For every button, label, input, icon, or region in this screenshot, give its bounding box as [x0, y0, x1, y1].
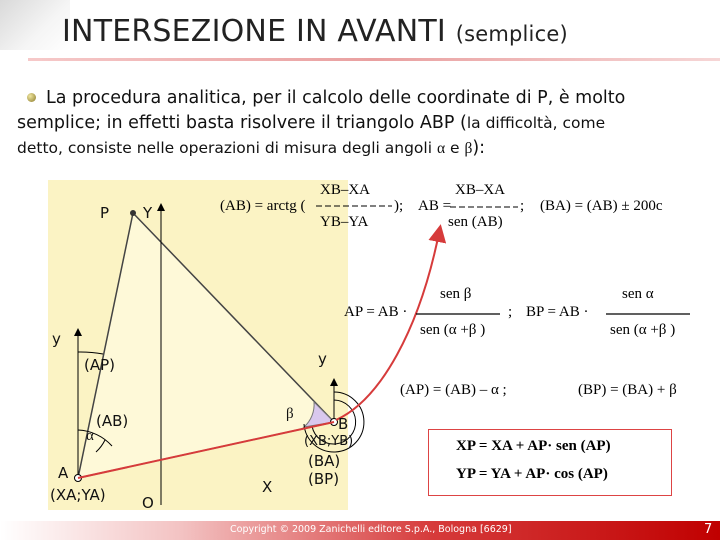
formula-yp: YP = YA + AP· cos (AP)	[456, 466, 608, 482]
paragraph-line-1: La procedura analitica, per il calcolo delle coordinate di P, è molto	[27, 86, 717, 111]
title-sub: (semplice)	[455, 22, 568, 46]
formula-abdist-prefix: AB =	[418, 198, 452, 214]
formula-abdist-den: sen (AB)	[448, 214, 503, 230]
label-xa-ya: (XA;YA)	[50, 486, 106, 504]
formula-bp-num: sen α	[622, 286, 654, 302]
formula-ap-num: sen β	[440, 286, 472, 302]
formula-bp-den: sen (α +β )	[610, 322, 676, 338]
label-a: A	[58, 464, 69, 482]
point-p	[130, 210, 136, 216]
title-main: INTERSEZIONE IN AVANTI	[62, 14, 446, 49]
label-ap: (AP)	[84, 356, 116, 374]
formula-ab-suffix: );	[394, 198, 404, 214]
label-p: P	[100, 204, 110, 222]
label-beta: β	[286, 406, 294, 422]
formula-bp-prefix: BP = AB ·	[526, 304, 589, 320]
label-alpha: α	[86, 428, 94, 444]
formula-ab-num: XB–XA	[320, 182, 371, 198]
formula-sep: ;	[508, 304, 513, 320]
footer-copyright: Copyright © 2009 Zanichelli editore S.p.A., Bologna [6629]	[230, 524, 512, 535]
label-y-b: y	[318, 350, 327, 368]
paragraph-line-2: semplice; in effetti basta risolvere il triangolo ABP (la difficoltà, come	[17, 113, 606, 133]
formula-ab-den: YB–YA	[320, 214, 369, 230]
formula-ap-prefix: AP = AB ·	[344, 304, 408, 320]
formula-ap-den: sen (α +β )	[420, 322, 486, 338]
formula-bp-direction: (BP) = (BA) + β	[578, 382, 677, 398]
label-ba: (BA)	[308, 452, 341, 470]
label-ab: (AB)	[96, 412, 129, 430]
label-b: B	[338, 415, 349, 433]
label-y-a: y	[52, 330, 61, 348]
formula-ab-prefix: (AB) = arctg (	[220, 198, 306, 214]
label-x: X	[262, 478, 273, 496]
label-bp: (BP)	[308, 470, 340, 488]
formula-abdist-suffix: ;	[520, 198, 525, 214]
formula-xp: XP = XA + AP· sen (AP)	[456, 438, 611, 454]
paragraph-line-3: detto, consiste nelle operazioni di misura degli angoli α e β):	[17, 138, 486, 158]
formula-ba: (BA) = (AB) ± 200c	[540, 198, 663, 214]
label-y-top: Y	[143, 204, 153, 222]
page-number: 7	[704, 522, 713, 537]
formula-ap-direction: (AP) = (AB) – α ;	[400, 382, 507, 398]
label-origin: O	[142, 494, 154, 512]
formula-abdist-num: XB–XA	[455, 182, 506, 198]
label-xb-yb: (XB;YB)	[304, 434, 354, 449]
